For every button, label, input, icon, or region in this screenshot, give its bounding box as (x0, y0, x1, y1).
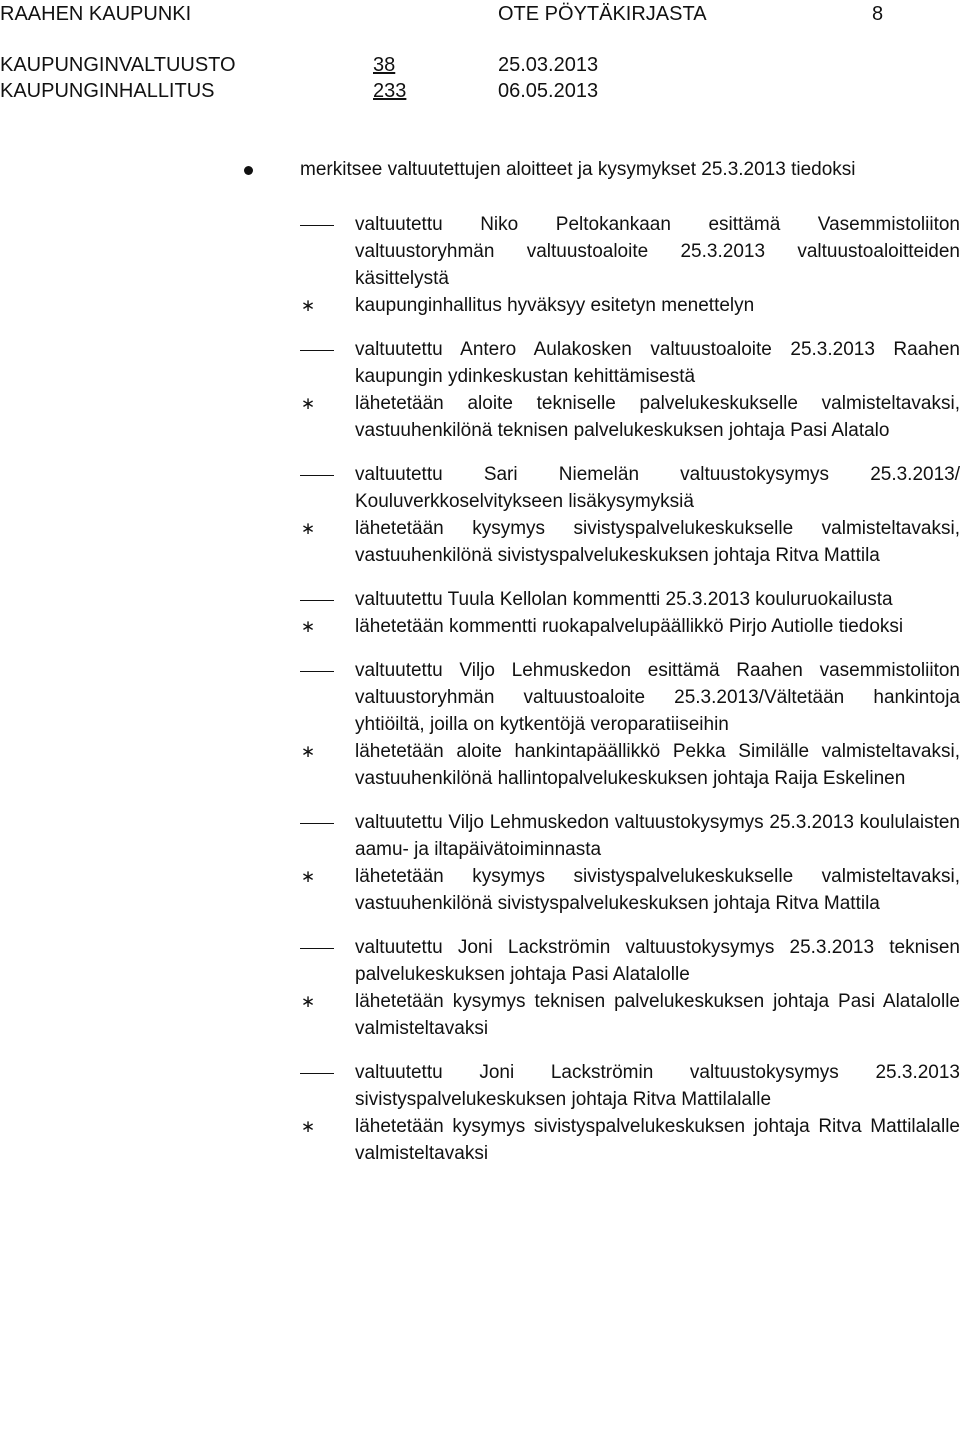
asterisk-icon: ∗ (300, 519, 316, 538)
action-line (300, 390, 960, 444)
action-line (300, 515, 960, 569)
asterisk-icon: ∗ (300, 617, 316, 636)
section-number: 38 (373, 54, 396, 76)
initiative-list (0, 211, 960, 1167)
initiative-item (0, 211, 960, 319)
decision-content (0, 156, 960, 1167)
dash-marker (300, 225, 334, 226)
council-body: KAUPUNGINHALLITUS (0, 80, 215, 102)
initiative-text: valtuutettu Joni Lackströmin valtuustokysymys 25.3.2013 sivistyspalvelukeskuksen johtaja Ritva Mattilalalle (355, 1062, 960, 1110)
action-text: lähetetään aloite tekniselle palvelukeskukselle valmisteltavaksi, vastuuhenkilönä teknisen palvelukeskuksen johtaja Pasi Alatalo (355, 393, 960, 441)
dash-marker (300, 1073, 334, 1074)
dash-marker (300, 600, 334, 601)
action-text: lähetetään aloite hankintapäällikkö Pekka Similälle valmisteltavaksi, vastuuhenkilönä hallintopalvelukeskuksen johtaja Raija Eskelinen (355, 741, 960, 789)
action-line (300, 738, 960, 792)
action-line (300, 292, 960, 319)
dash-marker (300, 671, 334, 672)
initiative-text: valtuutettu Tuula Kellolan kommentti 25.3.2013 kouluruokailusta (355, 589, 893, 610)
bullet-marker (244, 166, 253, 175)
initiative-item (0, 1059, 960, 1167)
action-text: lähetetään kysymys sivistyspalvelukeskukselle valmisteltavaksi, vastuuhenkilönä sivistyspalvelukeskuksen johtaja Ritva Mattila (355, 518, 960, 566)
asterisk-icon: ∗ (300, 867, 316, 886)
asterisk-icon: ∗ (300, 742, 316, 761)
initiative-item (0, 586, 960, 640)
action-line (300, 613, 960, 640)
organization-name: RAAHEN KAUPUNKI (0, 3, 192, 25)
action-text: lähetetään kommentti ruokapalvelupäällikkö Pirjo Autiolle tiedoksi (355, 616, 904, 637)
asterisk-icon: ∗ (300, 394, 316, 413)
initiative-text: valtuutettu Viljo Lehmuskedon valtuustokysymys 25.3.2013 koululaisten aamu- ja iltapäivätoiminnasta (355, 812, 960, 860)
action-text: lähetetään kysymys sivistyspalvelukeskuksen johtaja Ritva Mattilalalle valmisteltavaksi (355, 1116, 960, 1164)
asterisk-icon: ∗ (300, 1117, 316, 1136)
initiative-item (0, 809, 960, 917)
initiative-item (0, 934, 960, 1042)
decision-text: merkitsee valtuutettujen aloitteet ja kysymykset 25.3.2013 tiedoksi (300, 159, 856, 180)
initiative-text: valtuutettu Sari Niemelän valtuustokysymys 25.3.2013/ Kouluverkkoselvitykseen lisäkysymyksiä (355, 464, 960, 512)
initiative-text: valtuutettu Antero Aulakosken valtuustoaloite 25.3.2013 Raahen kaupungin ydinkeskustan kehittämisestä (355, 339, 960, 387)
action-line (300, 988, 960, 1042)
decision-bullet (0, 156, 960, 183)
initiative-item (0, 336, 960, 444)
initiative-item (0, 461, 960, 569)
dash-marker (300, 350, 334, 351)
action-text: lähetetään kysymys sivistyspalvelukeskukselle valmisteltavaksi, vastuuhenkilönä sivistyspalvelukeskuksen johtaja Ritva Mattila (355, 866, 960, 914)
dash-marker (300, 948, 334, 949)
initiative-item (0, 657, 960, 792)
asterisk-icon: ∗ (300, 296, 316, 315)
page-number: 8 (872, 3, 884, 25)
council-body: KAUPUNGINVALTUUSTO (0, 54, 236, 76)
action-line (300, 863, 960, 917)
dash-marker (300, 823, 334, 824)
asterisk-icon: ∗ (300, 992, 316, 1011)
meeting-date: 06.05.2013 (498, 80, 599, 102)
initiative-text: valtuutettu Niko Peltokankaan esittämä Vasemmistoliiton valtuustoryhmän valtuustoaloite 25.3.2013 valtuustoaloitteiden käsittelystä (355, 214, 960, 289)
action-text: lähetetään kysymys teknisen palvelukeskuksen johtaja Pasi Alatalolle valmisteltavaksi (355, 991, 960, 1039)
initiative-text: valtuutettu Viljo Lehmuskedon esittämä Raahen vasemmistoliiton valtuustoryhmän valtuustoaloite 25.3.2013/Vältetään hankintoja yhtiöiltä, joilla on kytkentöjä veroparatiiseihin (355, 660, 960, 735)
action-line (300, 1113, 960, 1167)
section-number: 233 (373, 80, 407, 102)
action-text: kaupunginhallitus hyväksyy esitetyn menettelyn (355, 295, 755, 316)
meeting-date: 25.03.2013 (498, 54, 599, 76)
dash-marker (300, 475, 334, 476)
initiative-text: valtuutettu Joni Lackströmin valtuustokysymys 25.3.2013 teknisen palvelukeskuksen johtaja Pasi Alatalolle (355, 937, 960, 985)
document-type: OTE PÖYTÄKIRJASTA (498, 3, 707, 25)
